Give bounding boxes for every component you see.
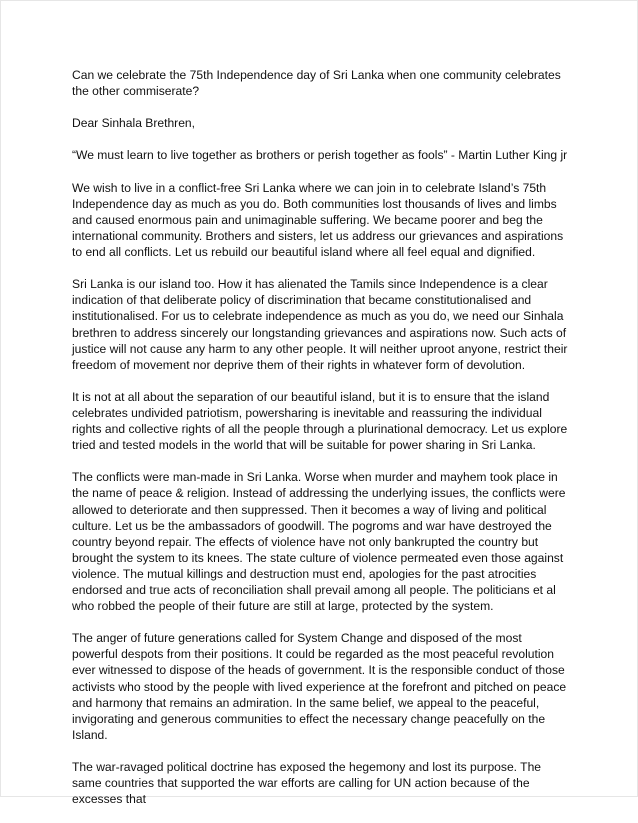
- salutation: Dear Sinhala Brethren,: [72, 116, 196, 131]
- paragraph-1: We wish to live in a conflict-free Sri Lanka where we can join in to celebrate Island’s 75th Independence day as much as you do. Both communities lost thousands of lives and limbs and caused enormous pain and unimaginable suffering. We became poorer and beg the international community. Brothers and sisters, let us address our grievances and aspirations to end all conflicts. Let us rebuild our beautiful island where all feel equal and dignified.: [72, 180, 564, 260]
- quote: “We must learn to live together as brothers or perish together as fools” - Martin Luther King jr: [72, 148, 568, 163]
- paragraph-6: The war-ravaged political doctrine has exposed the hegemony and lost its purpose. The same countries that supported the war efforts are calling for UN action because of the excesses that: [72, 760, 542, 807]
- document-body: [72, 67, 570, 823]
- paragraph-3: It is not at all about the separation of our beautiful island, but it is to ensure that the island celebrates undivided patriotism, powersharing is inevitable and reassuring the individual rights and collective rights of all the people through a plurinational democracy. Let us explore tried and tested models in the world that will be suitable for power sharing in Sri Lanka.: [72, 389, 568, 453]
- paragraph-2: Sri Lanka is our island too. How it has alienated the Tamils since Independence is a clear indication of that deliberate policy of discrimination that became constitutionalised and institutionalised. For us to celebrate independence as much as you do, we need our Sinhala brethren to address sincerely our longstanding grievances and aspirations now. Such acts of justice will not cause any harm to any other people. It will neither uproot anyone, restrict their freedom of movement nor deprive them of their rights in whatever form of devolution.: [72, 277, 568, 372]
- paragraph-5: The anger of future generations called for System Change and disposed of the most powerful despots from their positions. It could be regarded as the most peaceful revolution ever witnessed to dispose of the heads of government. It is the responsible conduct of those activists who stood by the people with lived experience at the forefront and pitched on peace and harmony that remains an admiration. In the same belief, we appeal to the peaceful, invigorating and generous communities to effect the necessary change peacefully on the Island.: [72, 631, 567, 742]
- document-title: Can we celebrate the 75th Independence day of Sri Lanka when one community celebrates the other commiserate?: [72, 68, 561, 99]
- paragraph-4: The conflicts were man-made in Sri Lanka. Worse when murder and mayhem took place in the name of peace & religion. Instead of addressing the underlying issues, the conflicts were allowed to deteriorate and then suppressed. Then it becomes a way of living and political culture. Let us be the ambassadors of goodwill. The pogroms and war have destroyed the country beyond repair. The effects of violence have not only bankrupted the country but brought the system to its knees. The state culture of violence permeated even those against violence. The mutual killings and destruction must end, apologies for the past atrocities endorsed and true acts of reconciliation shall prevail among all people. The politicians et al who robbed the people of their future are still at large, protected by the system.: [72, 470, 566, 614]
